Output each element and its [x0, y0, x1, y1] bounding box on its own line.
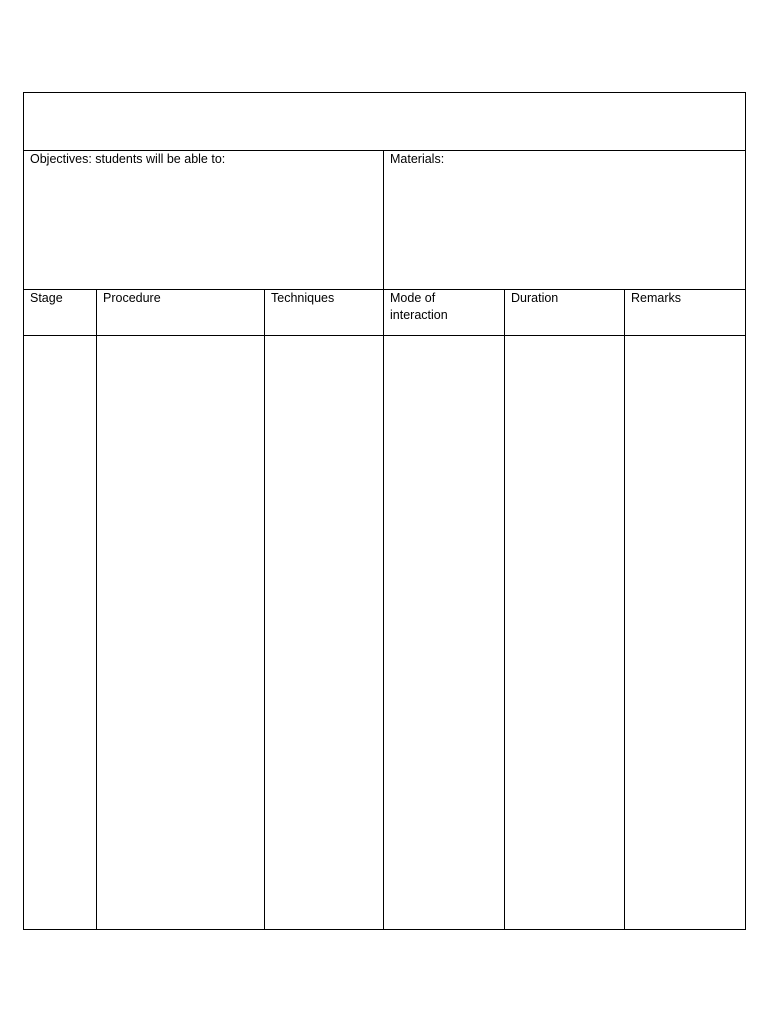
info-row [24, 151, 746, 290]
duration-header-label: Duration [511, 291, 559, 305]
mode-of-interaction-cell[interactable] [384, 336, 505, 930]
lesson-body-row [24, 336, 746, 930]
duration-header [505, 290, 625, 336]
objectives-cell[interactable] [24, 151, 384, 290]
techniques-cell[interactable] [265, 336, 384, 930]
remarks-cell[interactable] [625, 336, 746, 930]
techniques-header-label: Techniques [271, 291, 335, 305]
title-row [24, 93, 746, 151]
mode-of-interaction-header-label: Mode of interaction [390, 291, 448, 322]
remarks-header [625, 290, 746, 336]
stage-header-label: Stage [30, 291, 63, 305]
procedure-header-label: Procedure [103, 291, 161, 305]
procedure-cell[interactable] [97, 336, 265, 930]
mode-of-interaction-header [384, 290, 505, 336]
objectives-label: Objectives: students will be able to: [30, 152, 226, 166]
duration-cell[interactable] [505, 336, 625, 930]
lesson-plan-table [23, 92, 746, 930]
lesson-title-cell[interactable] [24, 93, 746, 151]
remarks-header-label: Remarks [631, 291, 682, 305]
stage-header [24, 290, 97, 336]
materials-cell[interactable] [384, 151, 746, 290]
materials-label: Materials: [390, 152, 445, 166]
techniques-header [265, 290, 384, 336]
procedure-header [97, 290, 265, 336]
stage-cell[interactable] [24, 336, 97, 930]
column-header-row [24, 290, 746, 336]
